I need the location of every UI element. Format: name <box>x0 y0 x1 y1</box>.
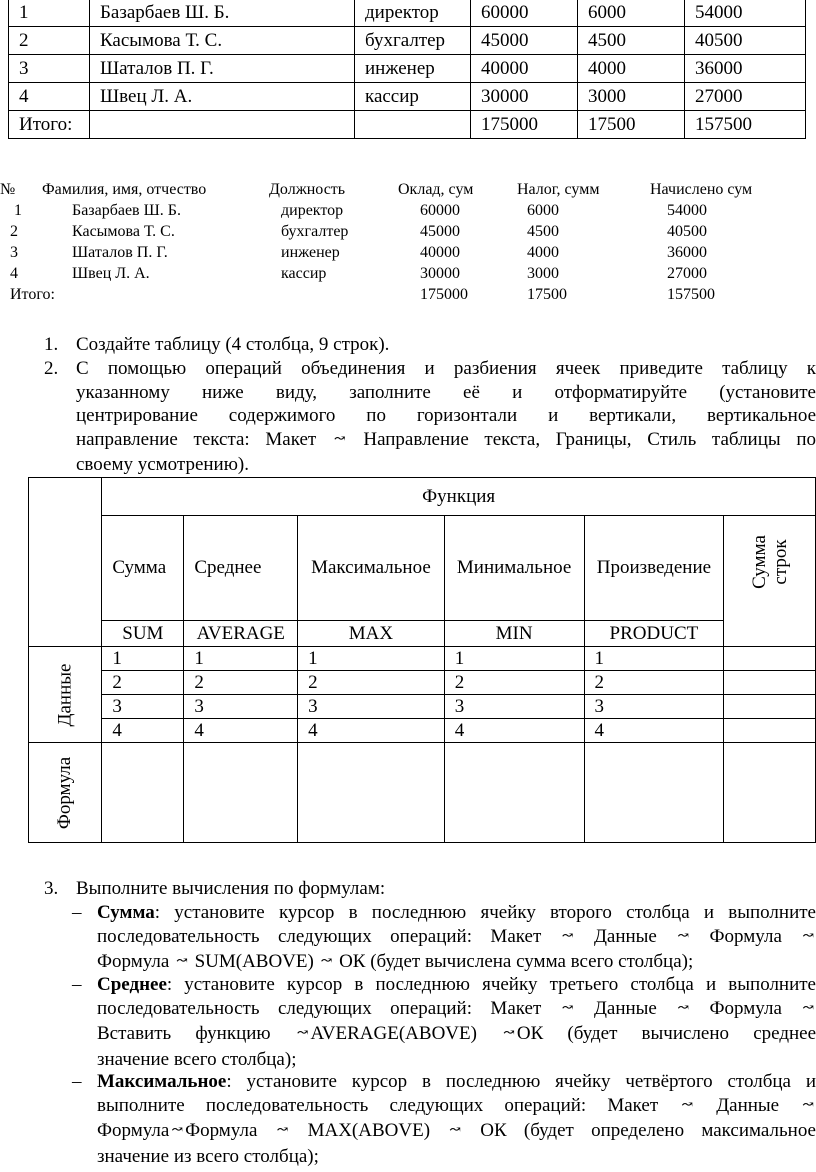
cell-position: директор <box>355 0 471 27</box>
total-label: Итого: <box>10 286 55 303</box>
formula-row-header: Формула <box>29 743 102 843</box>
total-label: Итого: <box>9 111 90 139</box>
data-cell: 2 <box>184 671 298 695</box>
arrow-icon: ↝ <box>333 431 346 447</box>
cell-num: 2 <box>10 223 18 240</box>
cell-tax: 4500 <box>578 27 685 55</box>
data-cell: 4 <box>102 719 184 743</box>
function-code: SUM <box>102 621 184 647</box>
step-1-text: Создайте таблицу (4 столбца, 9 строк). <box>76 334 390 355</box>
cell-salary: 40000 <box>420 244 460 261</box>
data-cell: 4 <box>184 719 298 743</box>
cell-salary: 60000 <box>420 202 460 219</box>
cell-net: 36000 <box>685 55 806 83</box>
function-name: Максимальное <box>298 516 445 621</box>
data-cell: 1 <box>184 647 298 671</box>
cell-net: 54000 <box>667 202 707 219</box>
cell-name: Касымова Т. С. <box>72 223 175 240</box>
cell-net: 40500 <box>685 27 806 55</box>
arrow-icon: ↝ <box>802 1097 814 1113</box>
step-number: 2. <box>44 358 59 379</box>
cell-net: 27000 <box>667 265 707 282</box>
total-salary: 175000 <box>471 111 578 139</box>
arrow-icon: ↝ <box>802 1000 815 1016</box>
total-tax: 17500 <box>527 286 567 303</box>
data-cell: 3 <box>584 695 724 719</box>
cell-name: Базарбаев Ш. Б. <box>72 202 181 219</box>
formula-cell <box>724 743 816 843</box>
total-net: 157500 <box>667 286 715 303</box>
cell-tax: 4000 <box>527 244 559 261</box>
data-cell: 4 <box>584 719 724 743</box>
corner-cell <box>29 478 102 647</box>
cell-salary: 30000 <box>471 83 578 111</box>
empty-cell <box>90 111 355 139</box>
row-sum-cell <box>724 695 816 719</box>
cell-name: Швец Л. А. <box>72 265 150 282</box>
empty-cell <box>355 111 471 139</box>
cell-position: директор <box>281 202 344 219</box>
header-salary: Оклад, сум <box>398 181 474 198</box>
data-cell: 1 <box>444 647 584 671</box>
row-sum-cell <box>724 671 816 695</box>
cell-name: Базарбаев Ш. Б. <box>90 0 355 27</box>
cell-tax: 3000 <box>578 83 685 111</box>
cell-salary: 40000 <box>471 55 578 83</box>
data-cell: 3 <box>102 695 184 719</box>
cell-position: кассир <box>355 83 471 111</box>
cell-net: 54000 <box>685 0 806 27</box>
step-2-line: С помощью операций объединения и разбиения ячеек приведите таблицу к <box>76 358 816 379</box>
cell-tax: 6000 <box>527 202 559 219</box>
arrow-icon: ↝ <box>296 1026 309 1042</box>
function-table <box>28 477 816 843</box>
function-name: Сумма <box>102 516 184 621</box>
cell-num: 4 <box>10 265 18 282</box>
total-salary: 175000 <box>420 286 468 303</box>
cell-salary: 30000 <box>420 265 460 282</box>
data-cell: 2 <box>298 671 445 695</box>
data-cell: 3 <box>444 695 584 719</box>
data-cell: 3 <box>298 695 445 719</box>
header-name: Фамилия, имя, отчество <box>42 181 207 198</box>
function-header: Функция <box>102 478 816 516</box>
cell-num: 1 <box>14 202 22 219</box>
row-sum-header: Сумма строк <box>724 516 816 647</box>
cell-name: Швец Л. А. <box>90 83 355 111</box>
arrow-icon: ↝ <box>561 1000 574 1016</box>
cell-num: 2 <box>9 27 90 55</box>
total-tax: 17500 <box>578 111 685 139</box>
step-3-text: Выполните вычисления по формулам: <box>76 878 386 899</box>
cell-position: бухгалтер <box>355 27 471 55</box>
arrow-icon: ↝ <box>449 1123 461 1139</box>
bullet-sum: Сумма: установите курсор в последнюю ячейку второго столбца и выполните последовательность следующих операций: Макет ↝ Данные ↝ Формула ↝ Формула ↝ SUM(ABOVE) ↝ ОК (будет вычислена сумма всего столбца); <box>97 902 816 973</box>
cell-salary: 60000 <box>471 0 578 27</box>
table-row <box>9 55 806 83</box>
step-2-text <box>76 357 816 477</box>
cell-net: 27000 <box>685 83 806 111</box>
arrow-icon: ↝ <box>802 928 815 944</box>
bullet-dash: – <box>72 902 82 923</box>
formula-cell <box>298 743 445 843</box>
cell-position: инженер <box>281 244 340 261</box>
total-net: 157500 <box>685 111 806 139</box>
cell-tax: 3000 <box>527 265 559 282</box>
data-cell: 1 <box>298 647 445 671</box>
cell-name: Шаталов П. Г. <box>72 244 168 261</box>
data-cell: 2 <box>102 671 184 695</box>
cell-position: бухгалтер <box>281 223 349 240</box>
cell-tax: 4000 <box>578 55 685 83</box>
cell-name: Касымова Т. С. <box>90 27 355 55</box>
cell-num: 3 <box>10 244 18 261</box>
arrow-icon: ↝ <box>677 928 690 944</box>
cell-tax: 6000 <box>578 0 685 27</box>
arrow-icon: ↝ <box>176 954 188 970</box>
header-tax: Налог, сумм <box>517 181 600 198</box>
data-cell: 1 <box>102 647 184 671</box>
arrow-icon: ↝ <box>503 1026 515 1042</box>
formula-cell <box>584 743 724 843</box>
cell-tax: 4500 <box>527 223 559 240</box>
data-cell: 2 <box>584 671 724 695</box>
formula-cell <box>444 743 584 843</box>
cell-salary: 45000 <box>471 27 578 55</box>
data-cell: 2 <box>444 671 584 695</box>
step-number: 3. <box>44 878 59 899</box>
header-num: № <box>0 181 16 198</box>
arrow-icon: ↝ <box>171 1123 184 1139</box>
cell-position: кассир <box>281 265 327 282</box>
bullet-dash: – <box>72 1071 82 1092</box>
bullet-max: Максимальное: установите курсор в последнюю ячейку четвёртого столбца и выполните последовательность следующих операций: Макет ↝ Данные ↝ Формула ↝ Формула ↝ MAX(ABOVE) ↝ ОК (будет определено максимальное значение из всего столбца); <box>97 1071 816 1167</box>
cell-name: Шаталов П. Г. <box>90 55 355 83</box>
table-row <box>9 27 806 55</box>
data-cell: 3 <box>184 695 298 719</box>
cell-net: 36000 <box>667 244 707 261</box>
function-code: MIN <box>444 621 584 647</box>
cell-salary: 45000 <box>420 223 460 240</box>
arrow-icon: ↝ <box>320 954 333 970</box>
data-cell: 4 <box>298 719 445 743</box>
function-code: AVERAGE <box>184 621 298 647</box>
function-code: PRODUCT <box>584 621 724 647</box>
header-net: Начислено сум <box>650 181 753 198</box>
cell-net: 40500 <box>667 223 707 240</box>
step-2-line: указанному ниже виду, заполните её и отформатируйте (установите <box>76 381 816 403</box>
bullet-average: Среднее: установите курсор в последнюю ячейку третьего столбца и выполните последовательность следующих операций: Макет ↝ Данные ↝ Формула ↝ Вставить функцию ↝ AVERAGE(ABOVE) ↝ ОК (будет вычислено среднее значение всего столбца); <box>97 974 816 1070</box>
bullet-dash: – <box>72 974 82 995</box>
row-sum-cell <box>724 647 816 671</box>
step-2-line: центрирование содержимого по горизонтали и вертикали, вертикальное <box>76 405 816 427</box>
arrow-icon: ↝ <box>681 1097 694 1113</box>
arrow-icon: ↝ <box>677 1000 690 1016</box>
data-cell: 1 <box>584 647 724 671</box>
cell-num: 3 <box>9 55 90 83</box>
function-code: MAX <box>298 621 445 647</box>
total-row <box>9 111 806 139</box>
employee-table-bordered <box>8 0 806 139</box>
step-2-line: своему усмотрению). <box>76 454 249 476</box>
data-row-header: Данные <box>29 647 102 743</box>
cell-num: 1 <box>9 0 90 27</box>
formula-cell <box>184 743 298 843</box>
table-row <box>9 0 806 27</box>
row-sum-cell <box>724 719 816 743</box>
cell-position: инженер <box>355 55 471 83</box>
formula-cell <box>102 743 184 843</box>
function-name: Произведение <box>584 516 724 621</box>
arrow-icon: ↝ <box>561 928 574 944</box>
function-name: Минимальное <box>444 516 584 621</box>
function-name: Среднее <box>184 516 298 621</box>
cell-num: 4 <box>9 83 90 111</box>
header-position: Должность <box>269 181 346 198</box>
arrow-icon: ↝ <box>276 1123 289 1139</box>
step-number: 1. <box>44 334 59 355</box>
table-row <box>9 83 806 111</box>
data-cell: 4 <box>444 719 584 743</box>
step-2-line: направление текста: Макет ↝ Направление текста, Границы, Стиль таблицы по <box>76 428 816 450</box>
